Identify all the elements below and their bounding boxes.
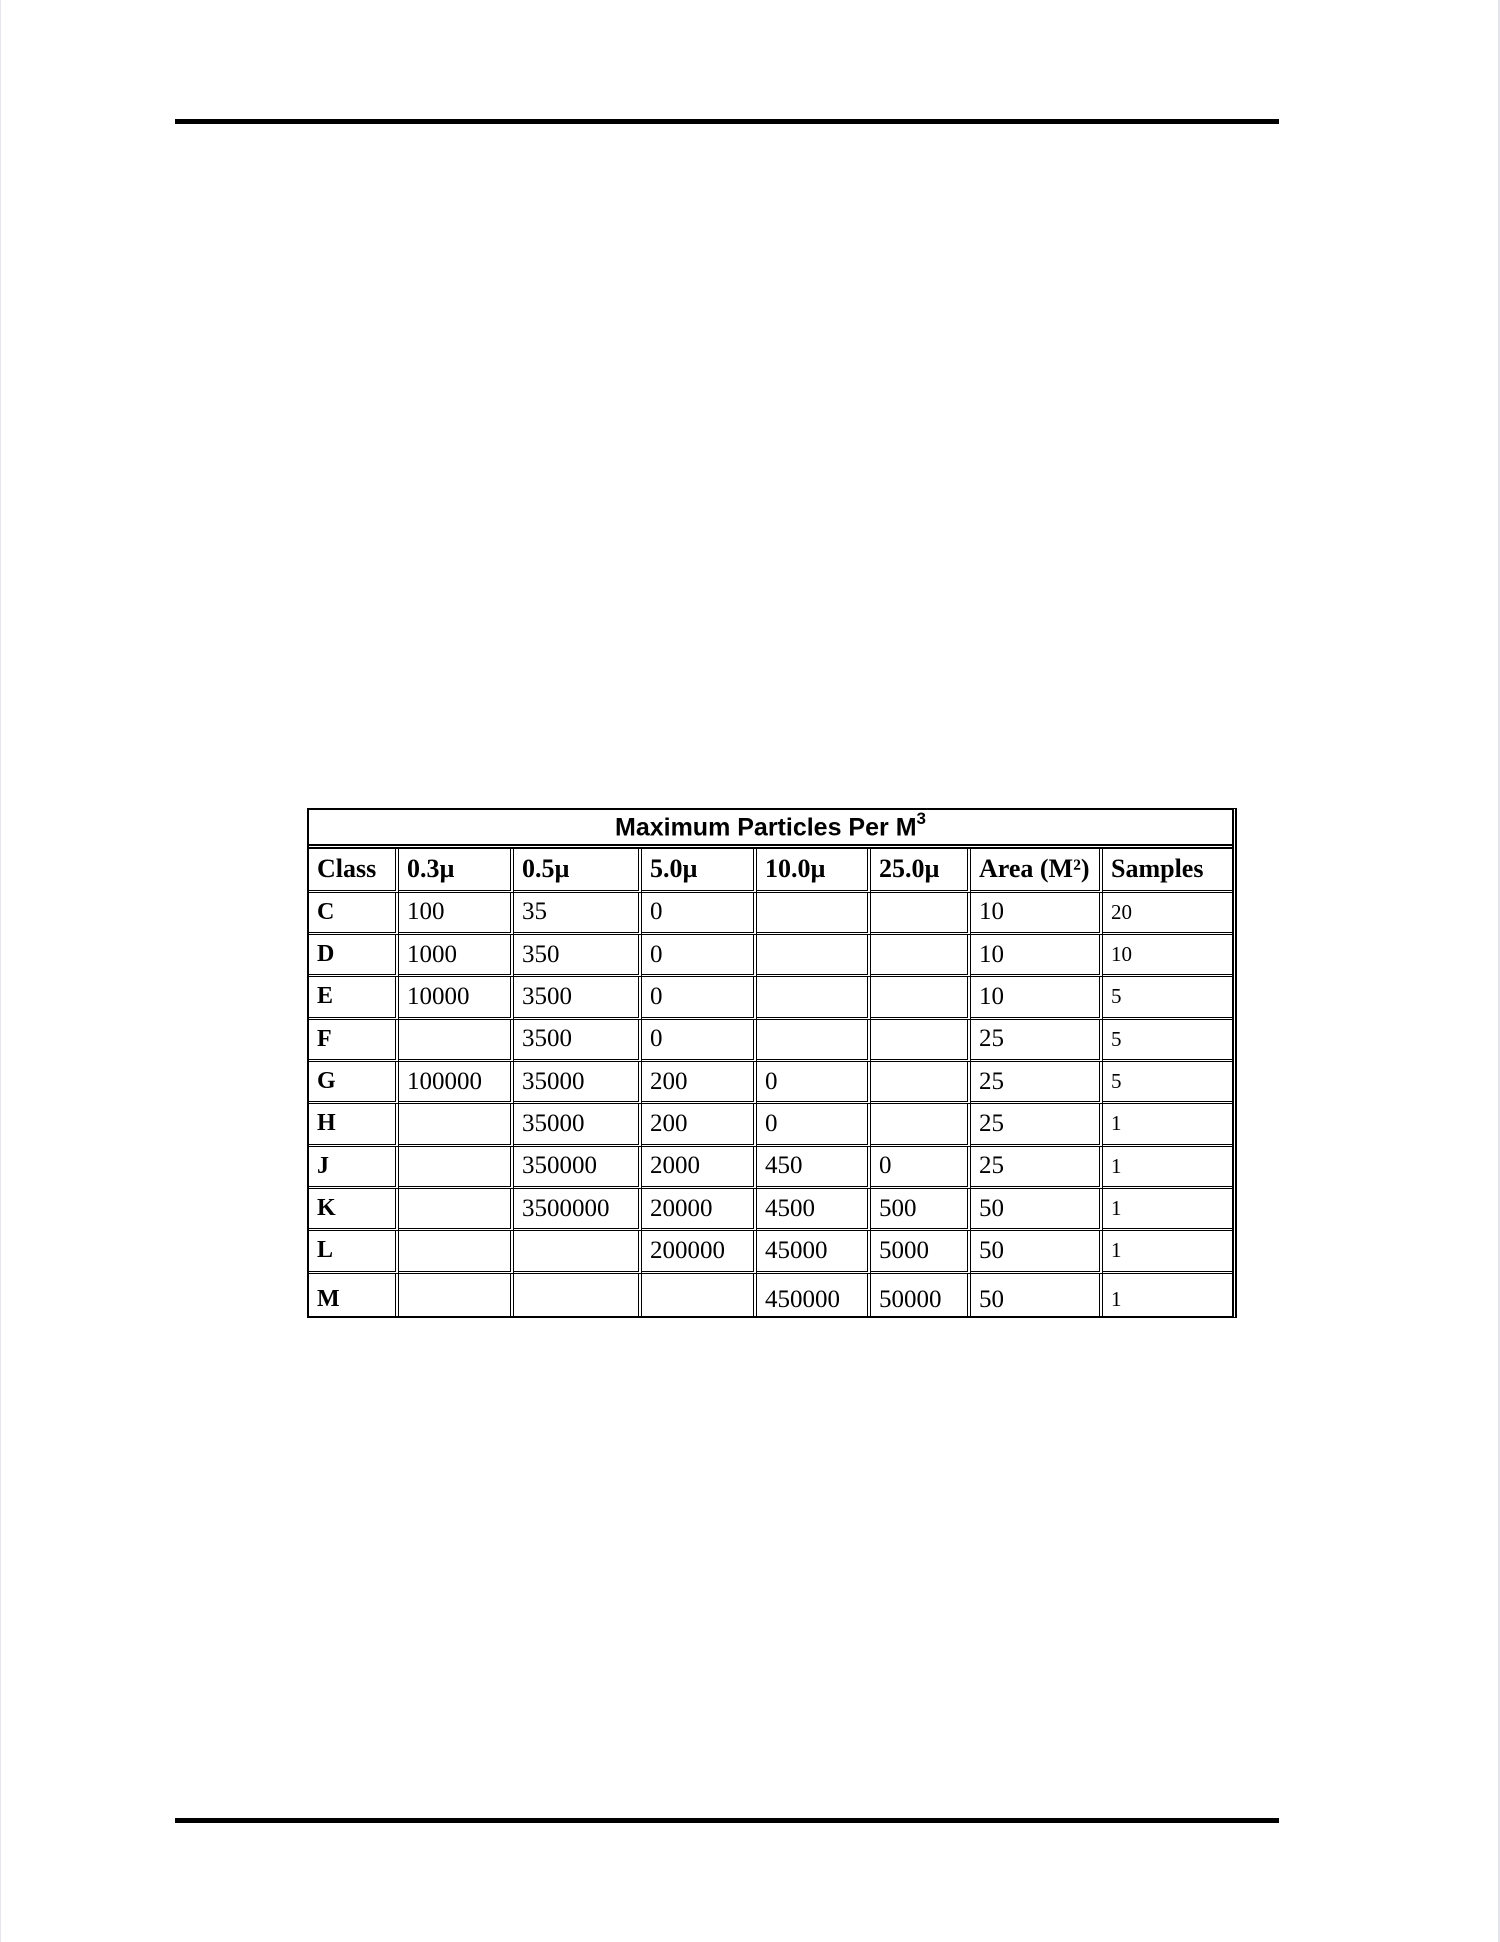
cell-0.5: 35000 <box>514 1062 642 1104</box>
table-title-text: Maximum Particles Per M <box>615 813 917 842</box>
cell-0.3 <box>399 1020 514 1062</box>
table-row <box>309 1020 1232 1062</box>
cell-5.0: 200 <box>642 1104 757 1146</box>
table-title-superscript: 3 <box>916 810 926 829</box>
cell-10.0: 450 <box>757 1147 871 1189</box>
cell-samples: 5 <box>1103 1062 1232 1104</box>
cell-0.3: 100 <box>399 893 514 935</box>
cell-class: D <box>309 935 399 977</box>
cell-area: 25 <box>971 1147 1103 1189</box>
cell-25.0: 0 <box>871 1147 971 1189</box>
cell-class: G <box>309 1062 399 1104</box>
cell-25.0: 50000 <box>871 1274 971 1316</box>
particle-limits-table-frame <box>307 808 1237 1318</box>
cell-10.0 <box>757 1020 871 1062</box>
header-samples: Samples <box>1103 849 1232 892</box>
cell-area: 10 <box>971 935 1103 977</box>
cell-10.0: 450000 <box>757 1274 871 1316</box>
cell-0.5: 350000 <box>514 1147 642 1189</box>
cell-samples: 1 <box>1103 1189 1232 1231</box>
cell-class: F <box>309 1020 399 1062</box>
cell-class: K <box>309 1189 399 1231</box>
header-0.3-micron: 0.3µ <box>399 849 514 892</box>
cell-5.0: 0 <box>642 1020 757 1062</box>
cell-area: 50 <box>971 1189 1103 1231</box>
cell-5.0: 200 <box>642 1062 757 1104</box>
cell-samples: 20 <box>1103 893 1232 935</box>
table-row <box>309 935 1232 977</box>
cell-25.0 <box>871 1104 971 1146</box>
cell-25.0 <box>871 1020 971 1062</box>
cell-25.0 <box>871 935 971 977</box>
cell-25.0: 500 <box>871 1189 971 1231</box>
cell-10.0: 45000 <box>757 1231 871 1273</box>
cell-5.0: 20000 <box>642 1189 757 1231</box>
cell-class: H <box>309 1104 399 1146</box>
cell-samples: 1 <box>1103 1231 1232 1273</box>
cell-0.3: 100000 <box>399 1062 514 1104</box>
cell-0.3 <box>399 1274 514 1316</box>
cell-5.0: 0 <box>642 893 757 935</box>
cell-0.5: 350 <box>514 935 642 977</box>
particle-limits-table <box>309 810 1232 1316</box>
cell-area: 10 <box>971 977 1103 1019</box>
cell-10.0 <box>757 977 871 1019</box>
cell-0.3 <box>399 1189 514 1231</box>
cell-samples: 1 <box>1111 1287 1122 1312</box>
cell-class: J <box>309 1147 399 1189</box>
cell-5.0: 200000 <box>642 1231 757 1273</box>
table-header-row <box>309 849 1232 892</box>
cell-5.0 <box>642 1274 757 1316</box>
cell-samples: 5 <box>1103 977 1232 1019</box>
cell-area: 50 <box>971 1231 1103 1273</box>
cell-5.0: 2000 <box>642 1147 757 1189</box>
table-row <box>309 1104 1232 1146</box>
cell-25.0: 5000 <box>871 1231 971 1273</box>
cell-0.3 <box>399 1104 514 1146</box>
table-title <box>309 810 1232 849</box>
header-0.5-micron: 0.5µ <box>514 849 642 892</box>
cell-class: L <box>309 1231 399 1273</box>
header-25.0-micron: 25.0µ <box>871 849 971 892</box>
cell-area: 25 <box>971 1020 1103 1062</box>
cell-area: 10 <box>971 893 1103 935</box>
table-row <box>309 977 1232 1019</box>
table-row <box>309 1274 1232 1316</box>
cell-samples: 1 <box>1103 1147 1232 1189</box>
cell-class: M <box>309 1274 399 1316</box>
header-class: Class <box>309 849 399 892</box>
cell-samples: 5 <box>1103 1020 1232 1062</box>
cell-25.0 <box>871 1062 971 1104</box>
header-rule <box>175 119 1279 124</box>
cell-0.3: 1000 <box>399 935 514 977</box>
table-row <box>309 1062 1232 1104</box>
header-10.0-micron: 10.0µ <box>757 849 871 892</box>
cell-10.0 <box>757 935 871 977</box>
cell-5.0: 0 <box>642 977 757 1019</box>
cell-samples: 1 <box>1103 1104 1232 1146</box>
header-area: Area (M²) <box>971 849 1103 892</box>
footer-rule <box>175 1818 1279 1823</box>
table-row <box>309 1189 1232 1231</box>
cell-10.0: 0 <box>757 1062 871 1104</box>
cell-10.0: 4500 <box>757 1189 871 1231</box>
cell-10.0 <box>757 893 871 935</box>
cell-area: 50 <box>971 1274 1103 1316</box>
cell-area: 25 <box>971 1104 1103 1146</box>
table-title-row <box>309 810 1232 849</box>
cell-0.5 <box>514 1231 642 1273</box>
table-row <box>309 1231 1232 1273</box>
cell-0.3 <box>399 1231 514 1273</box>
cell-0.5: 3500 <box>514 977 642 1019</box>
cell-0.5: 3500000 <box>514 1189 642 1231</box>
cell-0.5: 35 <box>514 893 642 935</box>
table-row <box>309 893 1232 935</box>
table-row <box>309 1147 1232 1189</box>
cell-0.3: 10000 <box>399 977 514 1019</box>
cell-area: 25 <box>971 1062 1103 1104</box>
cell-5.0: 0 <box>642 935 757 977</box>
cell-25.0 <box>871 893 971 935</box>
cell-class: E <box>309 977 399 1019</box>
cell-samples: 10 <box>1103 935 1232 977</box>
cell-class: C <box>309 893 399 935</box>
cell-10.0: 0 <box>757 1104 871 1146</box>
cell-25.0 <box>871 977 971 1019</box>
header-5.0-micron: 5.0µ <box>642 849 757 892</box>
cell-0.5: 3500 <box>514 1020 642 1062</box>
cell-0.3 <box>399 1147 514 1189</box>
cell-0.5: 35000 <box>514 1104 642 1146</box>
cell-0.5 <box>514 1274 642 1316</box>
